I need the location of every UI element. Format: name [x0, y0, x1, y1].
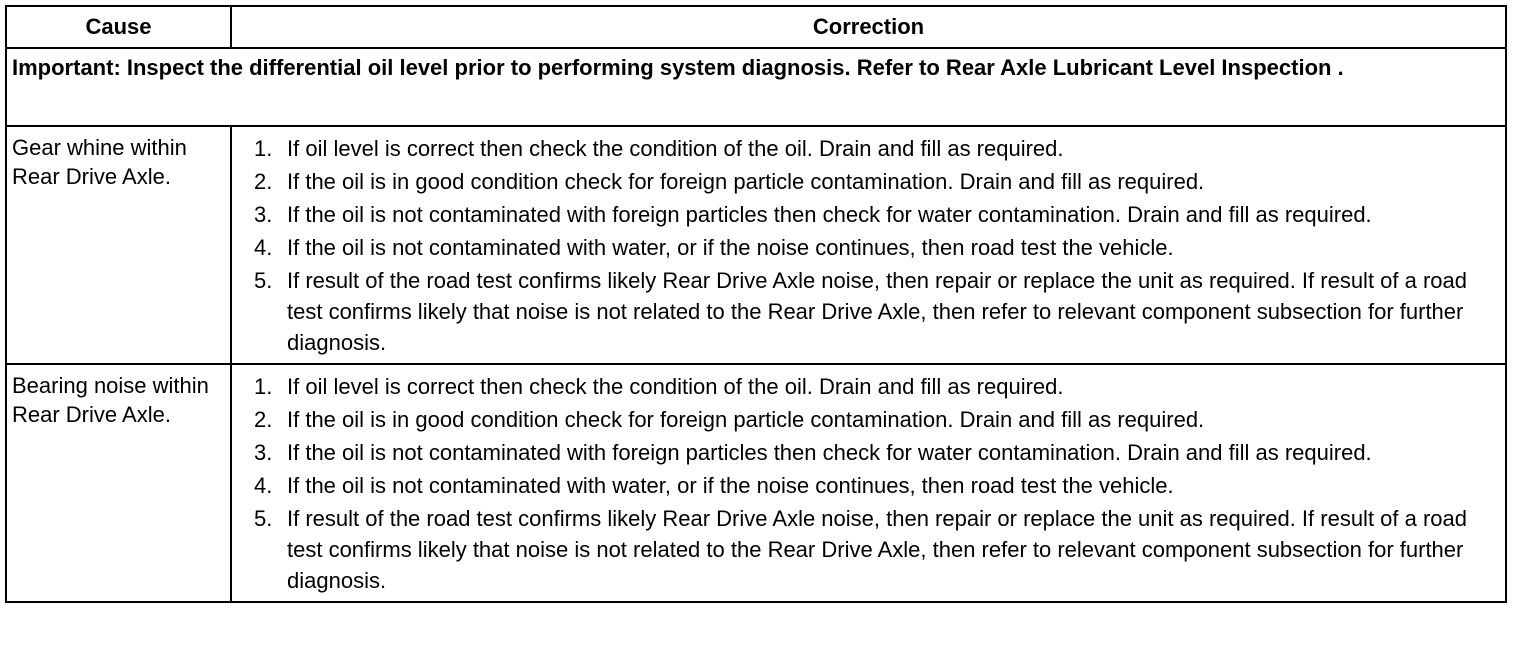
step-item [232, 503, 1499, 596]
cause-cell: Bearing noise within Rear Drive Axle. [6, 364, 231, 602]
correction-steps [232, 371, 1499, 596]
step-number: 1. [254, 374, 273, 399]
step-number: 3. [254, 440, 273, 465]
step-number: 4. [254, 473, 273, 498]
step-number: 1. [254, 136, 273, 161]
step-text: If the oil is not contaminated with foreign particles then check for water contamination. Drain and fill as required. [287, 440, 1372, 465]
step-item [232, 133, 1499, 164]
important-row [6, 48, 1506, 126]
step-item [232, 470, 1499, 501]
step-number: 5. [254, 506, 273, 531]
step-item [232, 437, 1499, 468]
cause-header: Cause [6, 6, 231, 48]
step-text: If the oil is not contaminated with water, or if the noise continues, then road test the vehicle. [287, 473, 1174, 498]
step-text: If oil level is correct then check the condition of the oil. Drain and fill as required. [287, 374, 1064, 399]
correction-steps [232, 133, 1499, 358]
step-text: If the oil is in good condition check for foreign particle contamination. Drain and fill as required. [287, 169, 1205, 194]
step-text: If the oil is not contaminated with foreign particles then check for water contamination. Drain and fill as required. [287, 202, 1372, 227]
diagnosis-table [5, 5, 1507, 603]
step-item [232, 265, 1499, 358]
important-note: Important: Inspect the differential oil level prior to performing system diagnosis. Refer to Rear Axle Lubricant Level Inspection . [6, 48, 1506, 126]
step-text: If the oil is in good condition check for foreign particle contamination. Drain and fill as required. [287, 407, 1205, 432]
step-number: 2. [254, 407, 273, 432]
correction-header: Correction [231, 6, 1506, 48]
step-number: 4. [254, 235, 273, 260]
step-item [232, 199, 1499, 230]
step-text: If oil level is correct then check the condition of the oil. Drain and fill as required. [287, 136, 1064, 161]
step-item [232, 166, 1499, 197]
step-item [232, 404, 1499, 435]
step-text: If the oil is not contaminated with water, or if the noise continues, then road test the vehicle. [287, 235, 1174, 260]
step-item [232, 232, 1499, 263]
step-number: 5. [254, 268, 273, 293]
cause-cell: Gear whine within Rear Drive Axle. [6, 126, 231, 364]
step-item [232, 371, 1499, 402]
correction-cell [231, 126, 1506, 364]
header-row [6, 6, 1506, 48]
step-number: 3. [254, 202, 273, 227]
correction-cell [231, 364, 1506, 602]
step-text: If result of the road test confirms likely Rear Drive Axle noise, then repair or replace the unit as required. If result of a road test confirms likely that noise is not related to the Rear Drive Axle, then refer to relevant component subsection for further diagnosis. [287, 506, 1468, 593]
table-row [6, 126, 1506, 364]
table-row [6, 364, 1506, 602]
step-number: 2. [254, 169, 273, 194]
step-text: If result of the road test confirms likely Rear Drive Axle noise, then repair or replace the unit as required. If result of a road test confirms likely that noise is not related to the Rear Drive Axle, then refer to relevant component subsection for further diagnosis. [287, 268, 1468, 355]
